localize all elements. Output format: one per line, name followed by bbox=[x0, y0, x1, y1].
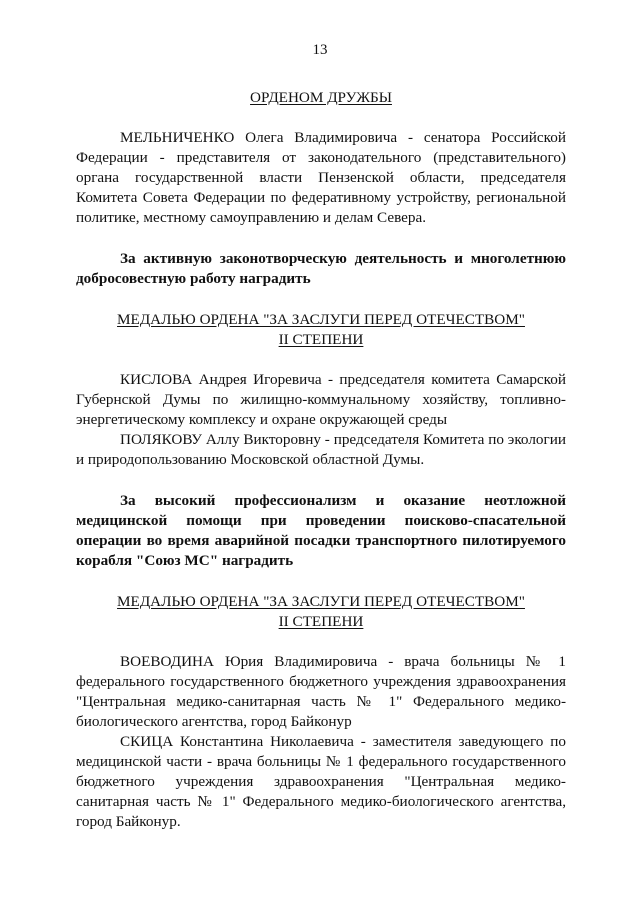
award-heading-medal bbox=[76, 592, 566, 632]
heading-line: II СТЕПЕНИ bbox=[278, 331, 364, 348]
decree-paragraph: За активную законотворческую деятельность и многолетнюю добросовестную работу наградить bbox=[76, 250, 566, 287]
recipient-paragraph: СКИЦА Константина Николаевича - заместителя заведующего по медицинской части - врача больницы № 1 федерального государственного бюджетного учреждения здравоохранения "Центральная медико-санитарная часть № 1" Федерального медико-биологического агентства, город Байконур. bbox=[76, 733, 566, 830]
recipient-paragraph: ПОЛЯКОВУ Аллу Викторовну - председателя Комитета по экологии и природопользованию Московской областной Думы. bbox=[76, 431, 566, 468]
heading-line: ОРДЕНОМ ДРУЖБЫ bbox=[250, 89, 392, 106]
recipient-paragraph: ВОЕВОДИНА Юрия Владимировича - врача больницы № 1 федерального государственного бюджетного учреждения здравоохранения "Центральная медико-санитарная часть № 1" Федерального медико-биологического агентства, город Байконур bbox=[76, 653, 566, 730]
decree-paragraph: За высокий профессионализм и оказание неотложной медицинской помощи при проведении поисково-спасательной операции во время аварийной посадки транспортного пилотируемого корабля "Союз МС" наградить bbox=[76, 492, 566, 569]
heading-line: II СТЕПЕНИ bbox=[278, 613, 364, 630]
document-body bbox=[76, 88, 566, 832]
heading-line: МЕДАЛЬЮ ОРДЕНА "ЗА ЗАСЛУГИ ПЕРЕД ОТЕЧЕСТВОМ" bbox=[117, 311, 525, 328]
award-heading-order-friendship bbox=[76, 88, 566, 108]
recipient-paragraph: МЕЛЬНИЧЕНКО Олега Владимировича - сенатора Российской Федерации - представителя от законодательного (представительного) органа государственной власти Пензенской области, председателя Комитета Совета Федерации по федеративному устройству, региональной политике, местному самоуправлению и делам Севера. bbox=[76, 129, 566, 226]
heading-line: МЕДАЛЬЮ ОРДЕНА "ЗА ЗАСЛУГИ ПЕРЕД ОТЕЧЕСТВОМ" bbox=[117, 593, 525, 610]
recipient-paragraph: КИСЛОВА Андрея Игоревича - председателя комитета Самарской Губернской Думы по жилищно-коммунальному хозяйству, топливно-энергетическому комплексу и охране окружающей среды bbox=[76, 371, 566, 428]
page-number: 13 bbox=[312, 42, 328, 58]
award-heading-medal bbox=[76, 310, 566, 350]
